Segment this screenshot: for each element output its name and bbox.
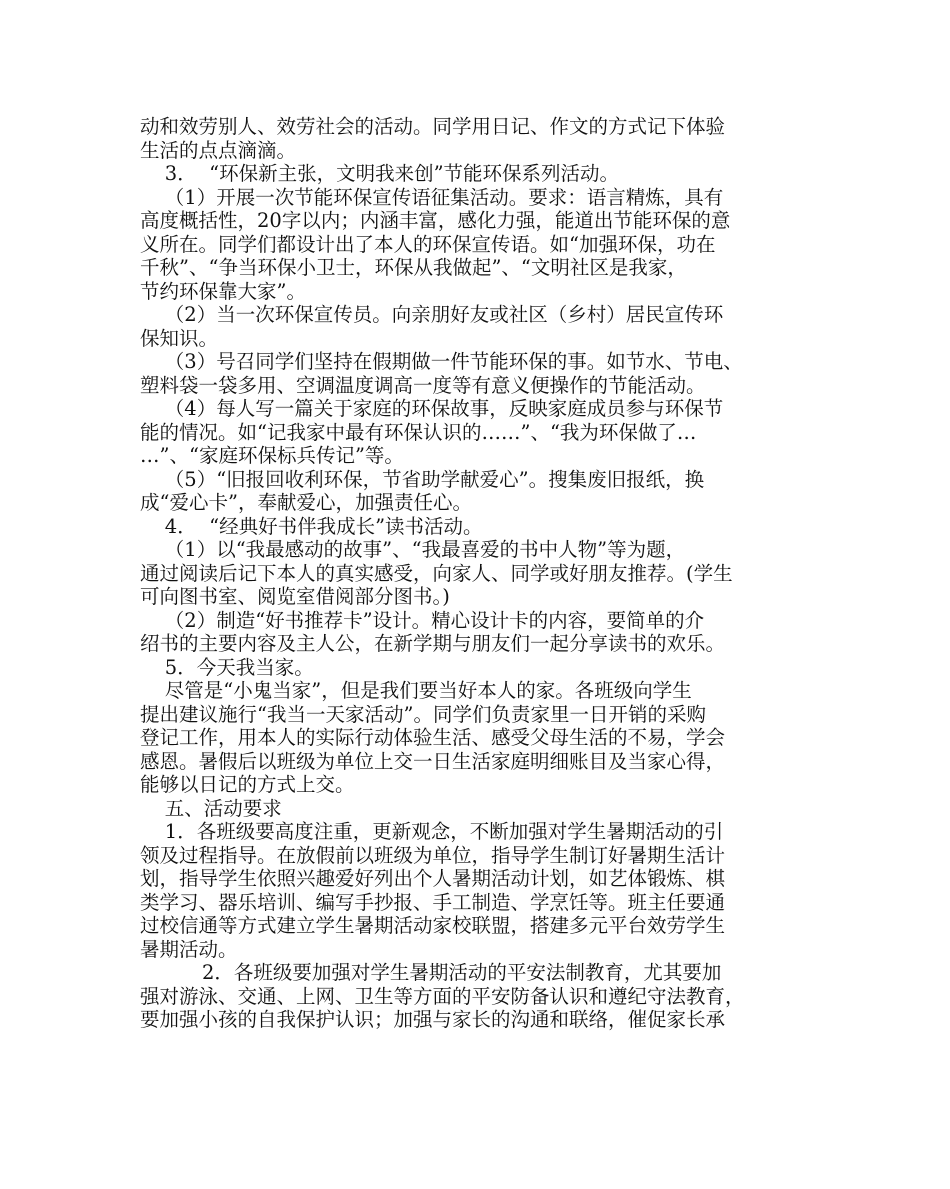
text-line: 塑料袋一袋多用、空调温度调高一度等有意义便操作的节能活动。 (140, 373, 706, 397)
text-line: （2）当一次环保宣传员。向亲朋好友或社区（乡村）居民宣传环 (140, 303, 724, 326)
text-line: 登记工作，用本人的实际行动体验生活、感受父母生活的不易，学会 (140, 726, 726, 749)
text-line: 生活的点点滴滴。 (140, 138, 297, 162)
text-line: 动和效劳别人、效劳社会的活动。同学用日记、作文的方式记下体验 (140, 115, 726, 138)
text-line: 感恩。暑假后以班级为单位上交一日生活家庭明细账目及当家心得， (140, 749, 726, 773)
text-line: 节约环保靠大家”。 (140, 279, 306, 303)
text-line: （1）以“我最感动的故事”、“我最喜爱的书中人物”等为题， (140, 538, 686, 561)
text-line: 提出建议施行“我当一天家活动”。同学们负责家里一日开销的采购 (140, 702, 706, 726)
text-line: 高度概括性，20字以内；内涵丰富，感化力强，能道出节能环保的意 (140, 209, 731, 232)
text-line: 要加强小孩的自我保护认识；加强与家长的沟通和联络，催促家长承 (140, 1008, 726, 1031)
text-line: 暑期活动。 (140, 937, 238, 961)
text-line: …”、“家庭环保标兵传记”等。 (140, 444, 404, 467)
text-line: 过校信通等方式建立学生暑期活动家校联盟，搭建多元平台效劳学生 (140, 914, 726, 937)
section-heading-4: 4． “经典好书伴我成长”读书活动。 (140, 514, 483, 538)
text-line: 千秋”、“争当环保小卫士，环保从我做起”、“文明社区是我家， (140, 256, 687, 279)
text-line: 划，指导学生依照兴趣爱好列出个人暑期活动计划，如艺体锻炼、棋 (140, 867, 726, 890)
text-line: 保知识。 (140, 326, 219, 350)
text-line: 通过阅读后记下本人的真实感受，向家人、同学或好朋友推荐。(学生 (140, 561, 733, 585)
text-line: 绍书的主要内容及主人公，在新学期与朋友们一起分享读书的欢乐。 (140, 632, 726, 655)
text-line: 能够以日记的方式上交。 (140, 773, 355, 796)
text-line: （1）开展一次节能环保宣传语征集活动。要求：语言精炼，具有 (140, 185, 724, 209)
section-heading-3: 3． “环保新主张，文明我来创”节能环保系列活动。 (140, 162, 620, 185)
section-heading-5: 5．今天我当家。 (140, 655, 314, 679)
document-body (140, 115, 812, 1032)
section-heading-requirements: 五、活动要求 (140, 796, 282, 820)
text-line: 尽管是“小鬼当家”，但是我们要当好本人的家。各班级向学生 (140, 679, 692, 702)
text-line: 强对游泳、交通、上网、卫生等方面的平安防备认识和遵纪守法教育， (140, 984, 745, 1008)
text-line: （4）每人写一篇关于家庭的环保故事，反映家庭成员参与环保节 (140, 397, 724, 420)
text-line: 义所在。同学们都设计出了本人的环保宣传语。如“加强环保，功在 (140, 232, 716, 256)
text-line: 领及过程指导。在放假前以班级为单位，指导学生制订好暑期生活计 (140, 843, 726, 867)
text-line: 成“爱心卡”，奉献爱心，加强责任心。 (140, 491, 472, 514)
text-line: （5）“旧报回收利环保，节省助学献爱心”。搜集废旧报纸，换 (140, 467, 705, 491)
text-line: （2）制造“好书推荐卡”设计。精心设计卡的内容，要简单的介 (140, 608, 705, 632)
text-line: 类学习、器乐培训、编写手抄报、手工制造、学烹饪等。班主任要通 (140, 890, 726, 914)
text-line: 2．各班级要加强对学生暑期活动的平安法制教育，尤其要加 (140, 961, 722, 984)
text-line: 1．各班级要高度注重，更新观念，不断加强对学生暑期活动的引 (140, 820, 724, 843)
text-line: （3）号召同学们坚持在假期做一件节能环保的事。如节水、节电、 (140, 350, 743, 373)
text-line: 可向图书室、阅览室借阅部分图书。) (140, 585, 450, 608)
text-line: 能的情况。如“记我家中最有环保认识的……”、“我为环保做了… (140, 420, 697, 444)
